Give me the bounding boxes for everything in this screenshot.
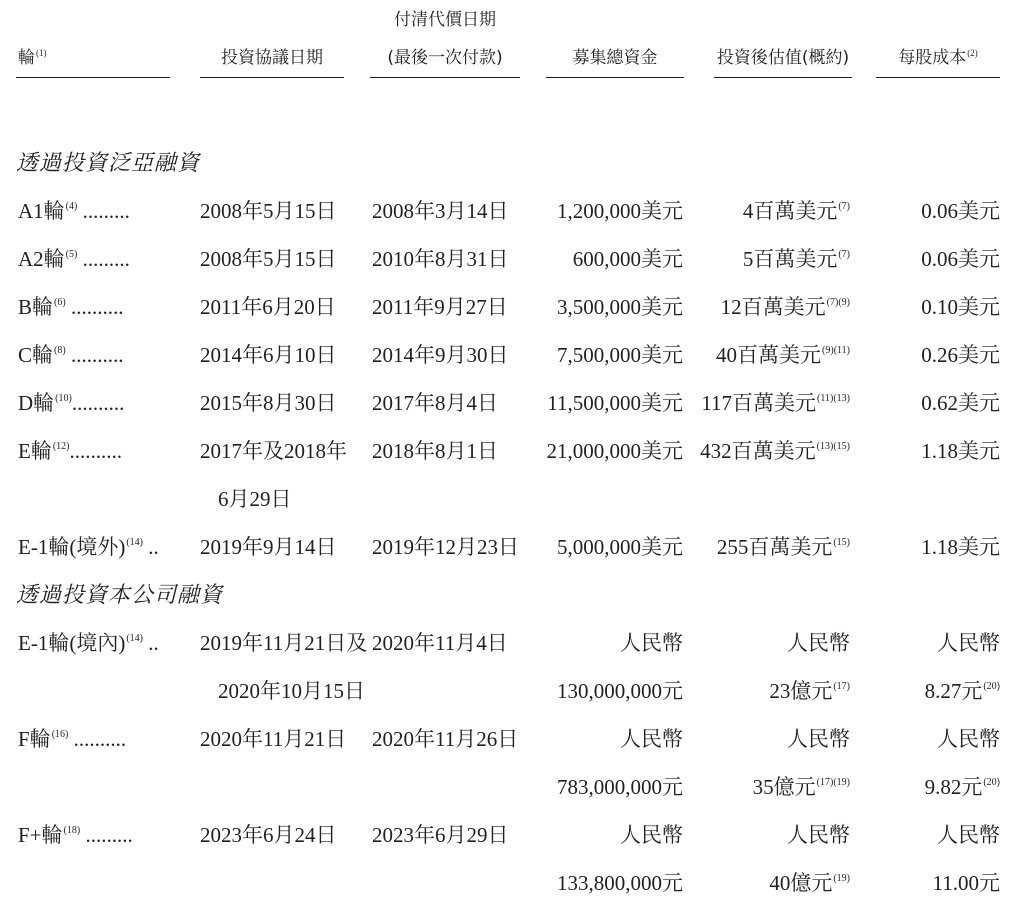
table-row-f-plus bbox=[0, 818, 1025, 852]
round-label: C輪$^{(8)}$ .......... bbox=[18, 343, 124, 367]
post-valuation: 5百萬美元$^{(7)}$ bbox=[742, 247, 850, 271]
round-label: F輪$^{(16)}$ .......... bbox=[18, 727, 127, 751]
table-row-e1-onshore-values bbox=[0, 674, 1025, 708]
round-label: A2輪$^{(5)}$ ......... bbox=[18, 247, 130, 271]
header-underline-agreement bbox=[200, 77, 344, 78]
table-row-c bbox=[0, 338, 1025, 372]
cost-per-share: 11.00元 bbox=[932, 871, 1000, 895]
total-funding-currency: 人民幣 bbox=[620, 823, 683, 847]
post-valuation: 255百萬美元$^{(15)}$ bbox=[716, 535, 850, 559]
header-underline-funding bbox=[546, 77, 684, 78]
post-valuation: 40百萬美元$^{(9)(11)}$ bbox=[716, 343, 850, 367]
post-valuation: 35億元$^{(17)(19)}$ bbox=[752, 775, 850, 799]
cost-per-share: 0.06美元 bbox=[921, 199, 1000, 223]
payment-date: 2014年9月30日 bbox=[372, 343, 509, 367]
agreement-date: 2015年8月30日 bbox=[200, 391, 337, 415]
payment-date: 2011年9月27日 bbox=[372, 295, 508, 319]
cost-per-share-currency: 人民幣 bbox=[937, 631, 1000, 655]
cost-per-share: 8.27元$^{(20)}$ bbox=[924, 679, 1000, 703]
total-funding: 21,000,000美元 bbox=[546, 439, 683, 463]
header-underline-payment bbox=[370, 77, 520, 78]
cost-per-share-currency: 人民幣 bbox=[937, 823, 1000, 847]
total-funding-currency: 人民幣 bbox=[620, 727, 683, 751]
round-label: E輪$^{(12)}$.......... bbox=[18, 439, 122, 463]
total-funding: 133,800,000元 bbox=[557, 871, 683, 895]
payment-date: 2018年8月1日 bbox=[372, 439, 498, 463]
table-row-e-continued bbox=[0, 482, 1025, 516]
header-agreement-date: 投資協議日期 bbox=[221, 48, 323, 68]
agreement-date: 2014年6月10日 bbox=[200, 343, 337, 367]
agreement-date: 2019年9月14日 bbox=[200, 535, 337, 559]
header-cost-text: 每股成本 bbox=[898, 48, 967, 68]
agreement-date: 2008年5月15日 bbox=[200, 199, 337, 223]
header-underline-round bbox=[16, 77, 170, 78]
round-label: E-1輪(境內)$^{(14)}$ .. bbox=[18, 631, 159, 655]
section-title-panasia: 透過投資泛亞融資 bbox=[16, 151, 201, 176]
table-row-a2 bbox=[0, 242, 1025, 276]
post-valuation: 40億元$^{(19)}$ bbox=[769, 871, 850, 895]
section-title-company: 透過投資本公司融資 bbox=[16, 583, 224, 608]
payment-date: 2019年12月23日 bbox=[372, 535, 519, 559]
agreement-date: 2023年6月24日 bbox=[200, 823, 337, 847]
total-funding-currency: 人民幣 bbox=[620, 631, 683, 655]
table-row-b bbox=[0, 290, 1025, 324]
post-valuation: 12百萬美元$^{(7)(9)}$ bbox=[720, 295, 850, 319]
header-round-note: (1) bbox=[36, 48, 47, 58]
total-funding: 3,500,000美元 bbox=[557, 295, 683, 319]
header-round bbox=[18, 50, 47, 67]
total-funding: 130,000,000元 bbox=[557, 679, 683, 703]
cost-per-share-currency: 人民幣 bbox=[937, 727, 1000, 751]
total-funding: 783,000,000元 bbox=[557, 775, 683, 799]
post-valuation: 432百萬美元$^{(13)(15)}$ bbox=[700, 439, 850, 463]
total-funding: 600,000美元 bbox=[572, 247, 683, 271]
post-valuation: 117百萬美元$^{(11)(13)}$ bbox=[701, 391, 850, 415]
payment-date: 2023年6月29日 bbox=[372, 823, 509, 847]
total-funding: 1,200,000美元 bbox=[557, 199, 683, 223]
header-underline-cost bbox=[876, 77, 1000, 78]
cost-per-share: 1.18美元 bbox=[921, 535, 1000, 559]
table-row-e1-offshore bbox=[0, 530, 1025, 564]
payment-date: 2008年3月14日 bbox=[372, 199, 509, 223]
table-row-f-values bbox=[0, 770, 1025, 804]
table-row-f-plus-values bbox=[0, 866, 1025, 900]
table-row-e bbox=[0, 434, 1025, 468]
agreement-date: 2020年11月21日 bbox=[200, 727, 347, 751]
round-label: D輪$^{(10)}$.......... bbox=[18, 391, 125, 415]
header-cost-per-share bbox=[876, 50, 1000, 67]
header-underline-valuation bbox=[714, 77, 852, 78]
round-label: E-1輪(境外)$^{(14)}$ .. bbox=[18, 535, 159, 559]
header-cost-note: (2) bbox=[967, 48, 978, 58]
table-row-f bbox=[0, 722, 1025, 756]
total-funding: 5,000,000美元 bbox=[557, 535, 683, 559]
cost-per-share: 1.18美元 bbox=[921, 439, 1000, 463]
table-row-d bbox=[0, 386, 1025, 420]
payment-date: 2020年11月4日 bbox=[372, 631, 508, 655]
cost-per-share: 9.82元$^{(20)}$ bbox=[924, 775, 1000, 799]
header-round-text: 輪 bbox=[18, 48, 35, 68]
agreement-date: 2020年10月15日 bbox=[218, 679, 365, 703]
table-row-e1-onshore bbox=[0, 626, 1025, 660]
post-valuation-currency: 人民幣 bbox=[787, 631, 850, 655]
agreement-date: 2017年及2018年 bbox=[200, 439, 347, 463]
post-valuation-currency: 人民幣 bbox=[787, 823, 850, 847]
header-payment-date-line1: 付清代價日期 bbox=[394, 10, 496, 30]
post-valuation: 4百萬美元$^{(7)}$ bbox=[742, 199, 850, 223]
round-label: F+輪$^{(18)}$ ......... bbox=[18, 823, 133, 847]
post-valuation-currency: 人民幣 bbox=[787, 727, 850, 751]
post-valuation: 23億元$^{(17)}$ bbox=[769, 679, 850, 703]
header-post-valuation: 投資後估值(概約) bbox=[716, 48, 850, 68]
payment-date: 2017年8月4日 bbox=[372, 391, 498, 415]
cost-per-share: 0.62美元 bbox=[921, 391, 1000, 415]
payment-date: 2020年11月26日 bbox=[372, 727, 519, 751]
round-label: A1輪$^{(4)}$ ......... bbox=[18, 199, 130, 223]
header-payment-date-line2: (最後一次付款) bbox=[387, 48, 503, 68]
total-funding: 7,500,000美元 bbox=[557, 343, 683, 367]
agreement-date: 6月29日 bbox=[218, 487, 292, 511]
agreement-date: 2008年5月15日 bbox=[200, 247, 337, 271]
header-total-funding: 募集總資金 bbox=[572, 48, 658, 68]
round-label: B輪$^{(6)}$ .......... bbox=[18, 295, 124, 319]
payment-date: 2010年8月31日 bbox=[372, 247, 509, 271]
table-row-a1 bbox=[0, 194, 1025, 228]
cost-per-share: 0.10美元 bbox=[921, 295, 1000, 319]
total-funding: 11,500,000美元 bbox=[547, 391, 683, 415]
agreement-date: 2019年11月21日及 bbox=[200, 631, 368, 655]
cost-per-share: 0.06美元 bbox=[921, 247, 1000, 271]
cost-per-share: 0.26美元 bbox=[921, 343, 1000, 367]
agreement-date: 2011年6月20日 bbox=[200, 295, 336, 319]
